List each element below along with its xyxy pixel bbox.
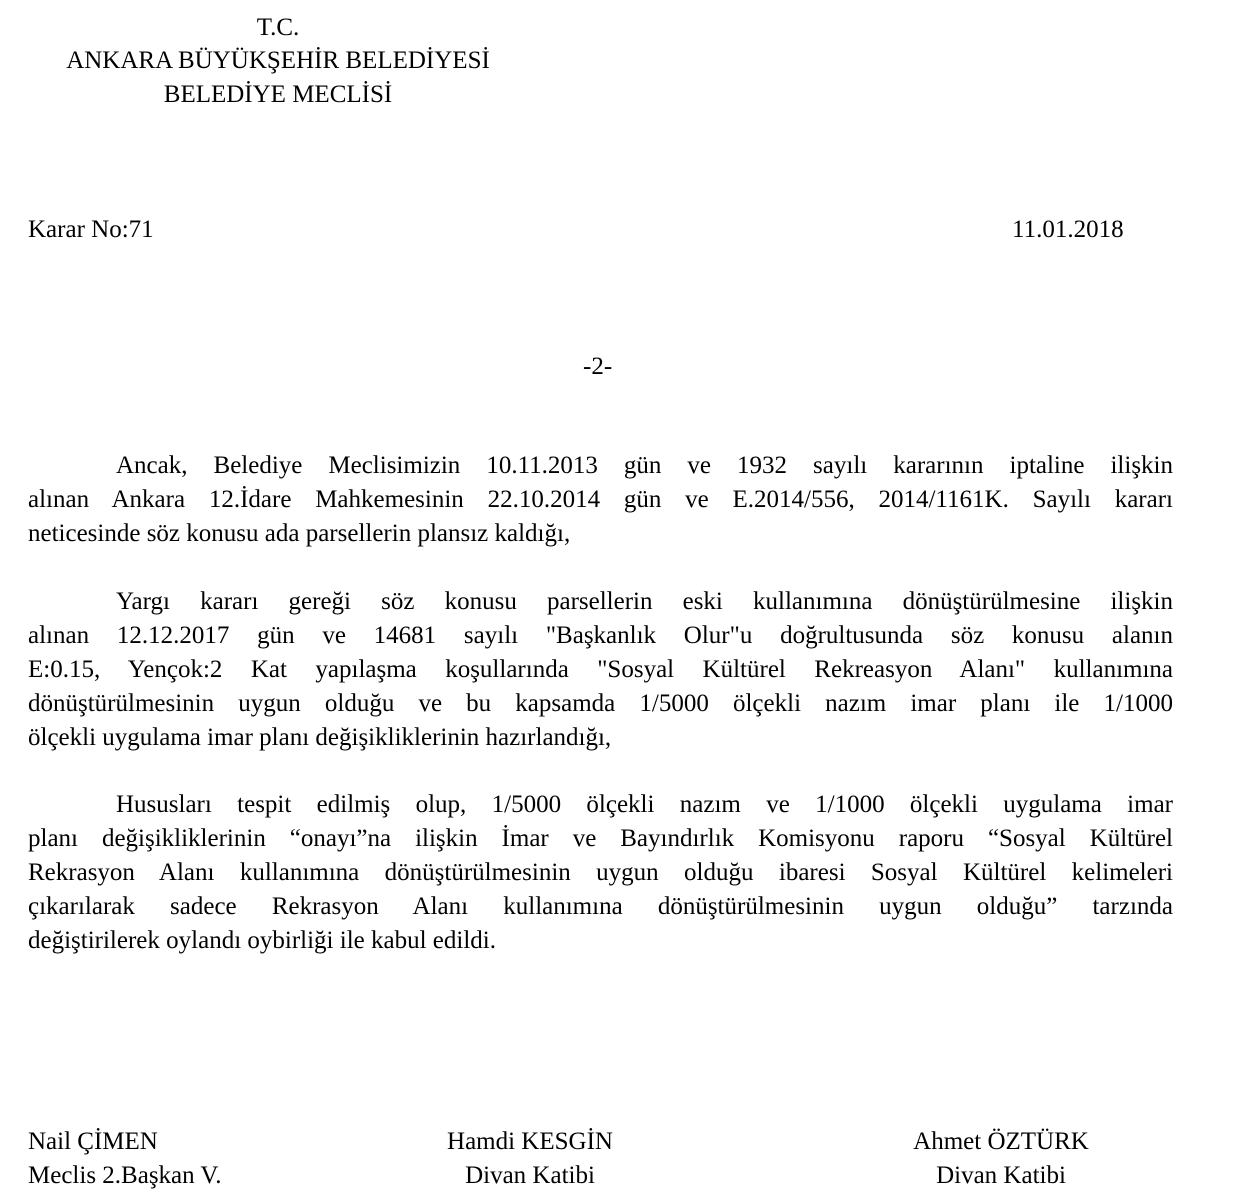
paragraph-line: değiştirilerek oylandı oybirliği ile kabul edildi. [28,927,496,954]
paragraph-3 [28,788,1173,958]
paragraph-line: alınan 12.12.2017 gün ve 14681 sayılı "Başkanlık Olur"u doğrultusunda söz konusu alanın [28,622,1173,649]
signer-title: Divan Katibi [936,1162,1066,1189]
paragraph-line: Rekrasyon Alanı kullanımına dönüştürülmesinin uygun olduğu ibaresi Sosyal Kültürel kelimeleri [28,859,1173,886]
paragraph-line: Hususları tespit edilmiş olup, 1/5000 ölçekli nazım ve 1/1000 ölçekli uygulama imar [116,791,1173,818]
header-tc: T.C. [256,14,300,41]
signer-name: Ahmet ÖZTÜRK [913,1128,1089,1155]
paragraph-line: planı değişikliklerinin “onayı”na ilişkin İmar ve Bayındırlık Komisyonu raporu “Sosyal Kültürel [28,825,1173,852]
paragraph-line: alınan Ankara 12.İdare Mahkemesinin 22.10.2014 gün ve E.2014/556, 2014/1161K. Sayılı kararı [28,486,1173,513]
paragraph-line: Ancak, Belediye Meclisimizin 10.11.2013 gün ve 1932 sayılı kararının iptaline ilişkin [116,452,1173,479]
header-institution: ANKARA BÜYÜKŞEHİR BELEDİYESİ [66,47,490,74]
signature-1 [28,1125,222,1193]
signer-title: Divan Katibi [465,1162,595,1189]
signature-2 [420,1125,640,1193]
paragraph-1 [28,449,1173,551]
paragraph-line: dönüştürülmesinin uygun olduğu ve bu kapsamda 1/5000 ölçekli nazım imar planı ile 1/1000 [28,690,1173,717]
decision-number: Karar No:71 [28,216,154,243]
paragraph-line: Yargı kararı gereği söz konusu parsellerin eski kullanımına dönüştürülmesine ilişkin [116,588,1173,615]
signature-3 [885,1125,1117,1193]
paragraph-line: ölçekli uygulama imar planı değişikliklerinin hazırlandığı, [28,724,612,751]
signer-name: Nail ÇİMEN [28,1128,158,1155]
signer-name: Hamdi KESGİN [447,1128,613,1155]
decision-date: 11.01.2018 [1012,216,1124,243]
header-council: BELEDİYE MECLİSİ [163,81,393,108]
page-number: -2- [583,353,613,380]
paragraph-line: E:0.15, Yençok:2 Kat yapılaşma koşullarında "Sosyal Kültürel Rekreasyon Alanı" kullanımına [28,656,1173,683]
signer-title: Meclis 2.Başkan V. [28,1162,222,1189]
paragraph-2 [28,585,1173,755]
paragraph-line: neticesinde söz konusu ada parsellerin plansız kaldığı, [28,520,571,547]
paragraph-line: çıkarılarak sadece Rekrasyon Alanı kullanımına dönüştürülmesinin uygun olduğu” tarzında [28,893,1173,920]
